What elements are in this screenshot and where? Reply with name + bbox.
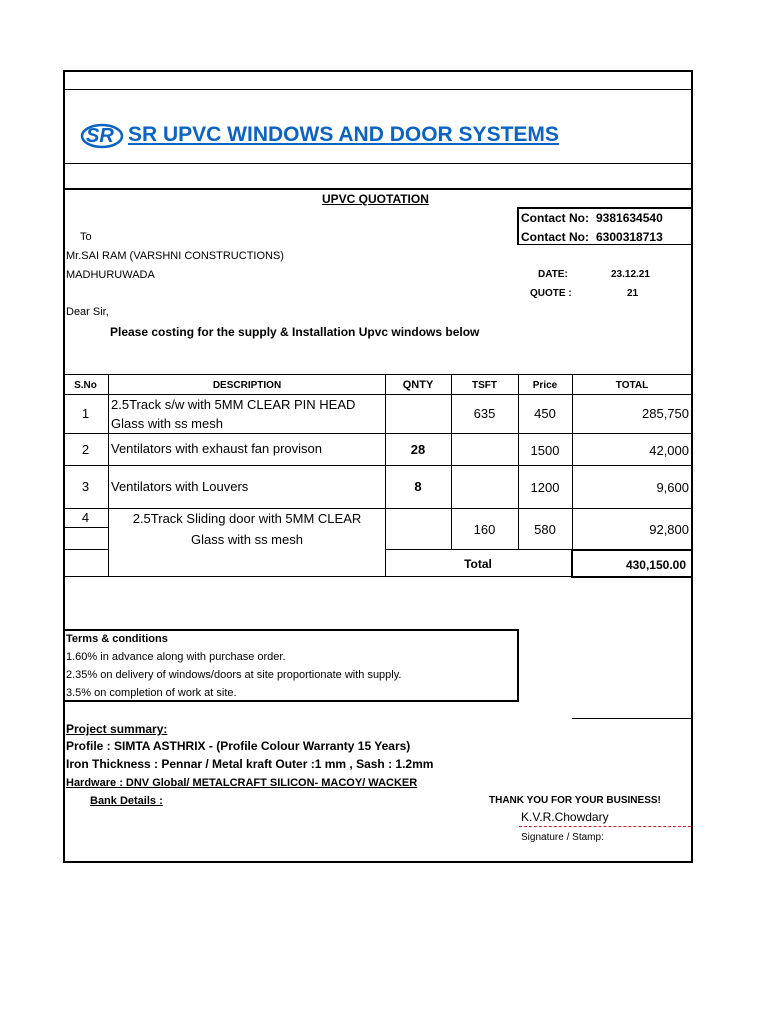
header-line-3	[63, 188, 693, 190]
row3-desc: Ventilators with Louvers	[111, 479, 249, 494]
row1-total: 285,750	[642, 406, 689, 421]
terms-item-1: 1.60% in advance along with purchase order.	[66, 651, 286, 663]
row4-desc-line2: Glass with ss mesh	[191, 532, 303, 547]
row2-total: 42,000	[649, 443, 689, 458]
recipient-name: Mr.SAI RAM (VARSHNI CONSTRUCTIONS)	[66, 250, 284, 262]
row-line-5b	[108, 576, 386, 577]
signature-line	[519, 826, 691, 827]
date-label: DATE:	[538, 269, 568, 280]
contact-value-2: 6300318713	[596, 230, 663, 244]
header-line-2	[63, 163, 693, 164]
intro-text: Please costing for the supply & Installation Upvc windows below	[110, 325, 480, 339]
header-total: TOTAL	[615, 380, 649, 391]
frame-top	[63, 70, 693, 72]
row-line-4b	[63, 549, 108, 550]
header-qnty: QNTY	[402, 379, 434, 391]
header-tsft: TSFT	[472, 380, 497, 391]
summary-divider	[572, 718, 692, 719]
terms-heading: Terms & conditions	[66, 633, 168, 645]
total-label: Total	[464, 557, 492, 571]
row3-sno: 3	[81, 479, 90, 494]
row2-sno: 2	[81, 442, 90, 457]
project-hardware: Hardware : DNV Global/ METALCRAFT SILICON- MACOY/ WACKER	[66, 777, 418, 789]
row-line-3	[63, 508, 693, 509]
header-description: DESCRIPTION	[212, 380, 282, 391]
quote-value: 21	[627, 288, 639, 299]
project-heading: Project summary:	[66, 722, 168, 736]
contact-label-2: Contact No:	[521, 230, 589, 244]
row3-qnty: 8	[414, 479, 422, 494]
row-line-2	[63, 465, 693, 466]
terms-item-2: 2.35% on delivery of windows/doors at site proportionate with supply.	[66, 669, 402, 681]
row2-desc: Ventilators with exhaust fan provison	[111, 441, 323, 456]
row3-price: 1200	[530, 480, 560, 495]
quote-label: QUOTE :	[530, 288, 572, 299]
header-sno: S.No	[74, 380, 97, 391]
date-value: 23.12.21	[611, 269, 650, 280]
frame-bottom	[63, 861, 693, 863]
company-logo	[80, 120, 124, 150]
row1-price: 450	[534, 406, 556, 421]
row-line-4a	[63, 527, 108, 528]
table-top	[63, 374, 693, 375]
table-header-bottom	[63, 394, 693, 395]
bank-details: Bank Details :	[90, 795, 163, 807]
contact-value-1: 9381634540	[596, 211, 663, 225]
terms-item-3: 3.5% on completion of work at site.	[66, 687, 237, 699]
row1-tsft: 635	[473, 406, 496, 421]
recipient-to: To	[80, 231, 92, 243]
header-price: Price	[532, 380, 558, 391]
row4-sno: 4	[81, 510, 90, 525]
signatory-name: K.V.R.Chowdary	[521, 810, 609, 824]
doc-title: UPVC QUOTATION	[322, 192, 429, 206]
company-name: SR UPVC WINDOWS AND DOOR SYSTEMS	[128, 123, 559, 146]
recipient-location: MADHURUWADA	[66, 269, 155, 281]
row4-tsft: 160	[473, 522, 496, 537]
total-value: 430,150.00	[625, 558, 686, 572]
row4-price: 580	[534, 522, 556, 537]
row4-desc-line1: 2.5Track Sliding door with 5MM CLEAR	[132, 511, 362, 526]
contact-label-1: Contact No:	[521, 211, 589, 225]
header-line-1	[63, 89, 693, 90]
row1-sno: 1	[81, 406, 90, 421]
signature-label: Signature / Stamp:	[521, 832, 604, 843]
row-line-5a	[63, 576, 108, 577]
project-iron: Iron Thickness : Pennar / Metal kraft Outer :1 mm , Sash : 1.2mm	[66, 757, 434, 771]
row3-total: 9,600	[656, 480, 689, 495]
row1-desc-line1: 2.5Track s/w with 5MM CLEAR PIN HEAD	[111, 397, 356, 412]
salutation: Dear Sir,	[66, 306, 109, 318]
row1-desc-line2: Glass with ss mesh	[111, 416, 223, 431]
svg-text:SR: SR	[86, 125, 114, 147]
row2-price: 1500	[530, 443, 560, 458]
row-line-1	[63, 433, 693, 434]
project-profile: Profile : SIMTA ASTHRIX - (Profile Colour Warranty 15 Years)	[66, 739, 411, 753]
row2-qnty: 28	[410, 442, 426, 457]
thank-you: THANK YOU FOR YOUR BUSINESS!	[489, 795, 661, 806]
row4-total: 92,800	[649, 522, 689, 537]
row-line-5c	[385, 576, 572, 577]
